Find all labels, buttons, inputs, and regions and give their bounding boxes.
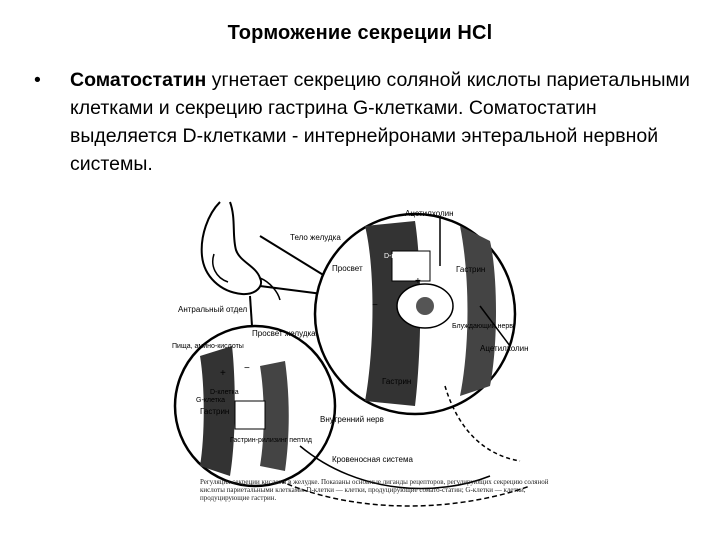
label-d-cell-bottom: D-клетка xyxy=(210,389,239,396)
label-inner-nerve: Внутренний нерв xyxy=(320,415,384,424)
label-food: Пища, амино-кислоты xyxy=(172,343,244,350)
bullet-body: угнетает секрецию соляной кислоты париетальными клетками и секрецию гастрина G-клетками. Соматостатин выделяется D-клетками - интернейронами энтеральной нервной системы. xyxy=(70,69,690,175)
bullet-marker: • xyxy=(34,69,41,91)
label-lumen-bottom: Просвет желудка xyxy=(252,329,316,338)
label-acetylcholine-top: Ацетилхолин xyxy=(405,209,454,218)
label-body-stomach: Тело желудка xyxy=(290,233,341,242)
stomach-regulation-diagram xyxy=(160,196,560,532)
diagram-svg xyxy=(160,196,560,532)
label-acetylcholine-right: Ацетилхолин xyxy=(480,344,529,353)
label-gastrin-left: Гастрин xyxy=(200,407,230,416)
stomach-shape xyxy=(202,202,261,294)
pointer-line-bottom xyxy=(250,296,252,326)
bullet-text xyxy=(70,66,694,178)
pointer-line-top xyxy=(260,236,325,276)
label-grp: Гастрин-рилизинг пептид xyxy=(230,437,312,444)
label-vagus: Блуждающий нерв xyxy=(452,323,513,330)
label-gastrin-top: Гастрин xyxy=(456,265,486,274)
minus-sign: − xyxy=(372,300,378,311)
label-blood: Кровеносная система xyxy=(332,455,413,464)
bullet-item xyxy=(34,66,694,178)
figure-caption: Регуляция секреции кислоты в желудке. Показаны основные лиганды рецепторов, регулирующих секрецию соляной кислоты париетальными клетками. D-клетки — клетки, продуцирующие сомато-статин; G-клетки — клетки, продуцирующие гастрин. xyxy=(200,478,549,502)
bullet-bold-term: Соматостатин xyxy=(70,69,207,91)
minus-sign-bottom: − xyxy=(244,363,250,374)
plus-sign-bottom: + xyxy=(220,368,226,379)
label-antral: Антральный отдел xyxy=(178,305,248,314)
plus-sign: + xyxy=(415,276,421,287)
label-g-cell: G-клетка xyxy=(196,397,225,404)
label-d-cell-top: D-клетка xyxy=(384,253,413,260)
label-gastrin-mid: Гастрин xyxy=(382,377,412,386)
label-lumen-top: Просвет xyxy=(332,264,363,273)
slide-title: Торможение секреции HCl xyxy=(227,22,493,44)
